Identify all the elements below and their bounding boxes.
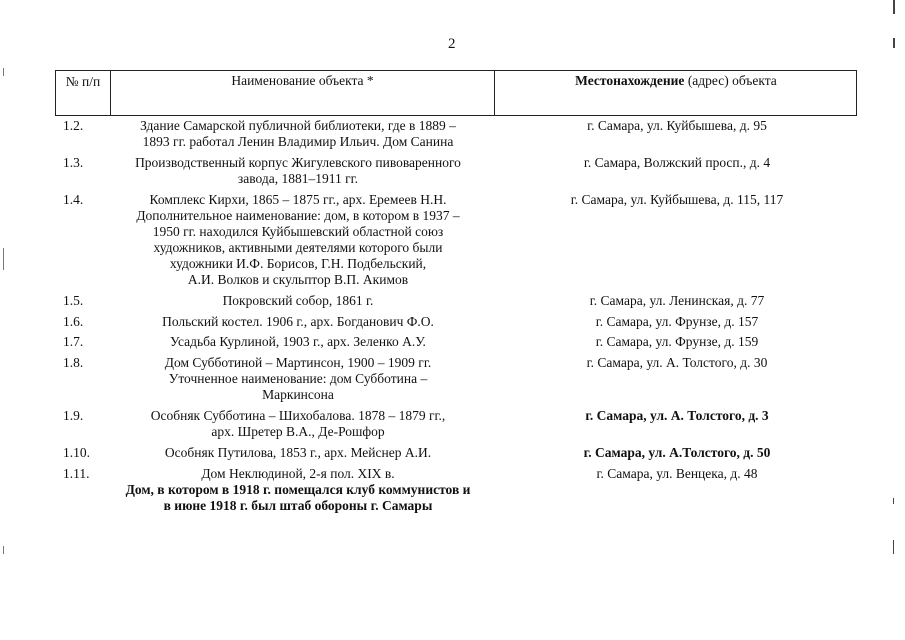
object-name-line: художников, активными деятелями которого были [153,240,443,255]
object-name-line: художники И.Ф. Борисов, Г.Н. Подбельский, [169,256,427,271]
row-number: 1.3. [63,155,84,170]
object-name-line: А.И. Волков и скульптор В.П. Акимов [187,272,409,287]
object-name-line: Комплекс Кирхи, 1865 – 1875 гг., арх. Еремеев Н.Н. [149,192,447,207]
table-row [55,155,857,187]
object-name-line: Маркинсона [262,387,334,402]
object-name-line: Особняк Субботина – Шихобалова. 1878 – 1879 гг., [150,408,446,423]
row-object-name [103,293,493,309]
table-row [55,466,857,514]
row-number: 1.2. [63,118,84,133]
object-name-line: 1950 гг. находился Куйбышевский областной союз [152,224,444,239]
object-name-line: в июне 1918 г. был штаб обороны г. Самары [163,498,433,513]
object-name-line: Покровский собор, 1861 г. [222,293,374,308]
edge-mark [893,498,894,504]
row-location: г. Самара, ул. Фрунзе, д. 157 [595,314,759,329]
row-location: г. Самара, ул. А. Толстого, д. 30 [586,355,768,370]
object-name-line: Дом Субботиной – Мартинсон, 1900 – 1909 гг. [164,355,432,370]
row-object-name [103,408,493,440]
row-object-name [103,334,493,350]
edge-mark [893,540,894,554]
table-row [55,192,857,288]
object-name-line: Дом Неклюдиной, 2-я пол. XIX в. [201,466,395,481]
row-number: 1.10. [63,445,90,460]
table-row [55,314,857,330]
table-header [55,70,857,116]
table-row [55,293,857,309]
object-name-line: Особняк Путилова, 1853 г., арх. Мейснер А.И. [164,445,432,460]
object-name-line: Польский костел. 1906 г., арх. Богданович Ф.О. [162,314,434,329]
row-object-name [103,118,493,150]
object-name-line: Дополнительное наименование: дом, в котором в 1937 – [136,208,460,223]
row-number: 1.8. [63,355,84,370]
row-object-name [103,445,493,461]
row-object-name [103,192,493,288]
header-object-name: Наименование объекта * [231,73,374,88]
edge-mark [3,248,4,270]
row-number: 1.11. [63,466,90,481]
object-name-line: Здание Самарской публичной библиотеки, где в 1889 – [140,118,456,133]
object-name-line: Производственный корпус Жигулевского пивоваренного [135,155,461,170]
row-number: 1.7. [63,334,84,349]
header-location-bold: Местонахождение [575,73,685,88]
header-location [494,71,857,115]
row-location: г. Самара, ул. Фрунзе, д. 159 [595,334,759,349]
edge-mark [3,68,4,76]
object-name-line: 1893 гг. работал Ленин Владимир Ильич. Дом Санина [142,134,454,149]
table-row [55,334,857,350]
row-location: г. Самара, ул. А. Толстого, д. 3 [585,408,769,423]
edge-mark [893,0,895,14]
page-number: 2 [448,36,456,52]
row-location: г. Самара, ул. Куйбышева, д. 115, 117 [570,192,784,207]
row-location: г. Самара, ул. А.Толстого, д. 50 [583,445,771,460]
row-number: 1.6. [63,314,84,329]
row-number: 1.5. [63,293,84,308]
table-body [55,118,857,514]
header-location-rest: (адрес) объекта [684,73,777,88]
row-number: 1.4. [63,192,84,207]
table-row [55,408,857,440]
row-object-name [103,355,493,403]
object-name-line: Усадьба Курлиной, 1903 г., арх. Зеленко А.У. [170,334,426,349]
header-number: № п/п [56,71,111,115]
table-row [55,118,857,150]
row-location: г. Самара, ул. Ленинская, д. 77 [589,293,765,308]
row-number: 1.9. [63,408,84,423]
table-row [55,355,857,403]
row-location: г. Самара, Волжский просп., д. 4 [583,155,771,170]
object-name-line: Дом, в котором в 1918 г. помещался клуб коммунистов и [125,482,471,497]
row-location: г. Самара, ул. Венцека, д. 48 [596,466,758,481]
row-object-name [103,466,493,514]
object-name-line: арх. Шретер В.А., Де-Рошфор [211,424,385,439]
table-row [55,445,857,461]
object-name-line: завода, 1881–1911 гг. [237,171,359,186]
object-name-line: Уточненное наименование: дом Субботина – [168,371,428,386]
row-object-name [103,155,493,187]
row-location: г. Самара, ул. Куйбышева, д. 95 [587,118,767,133]
row-object-name [103,314,493,330]
edge-mark [893,38,895,48]
edge-mark [3,546,4,554]
